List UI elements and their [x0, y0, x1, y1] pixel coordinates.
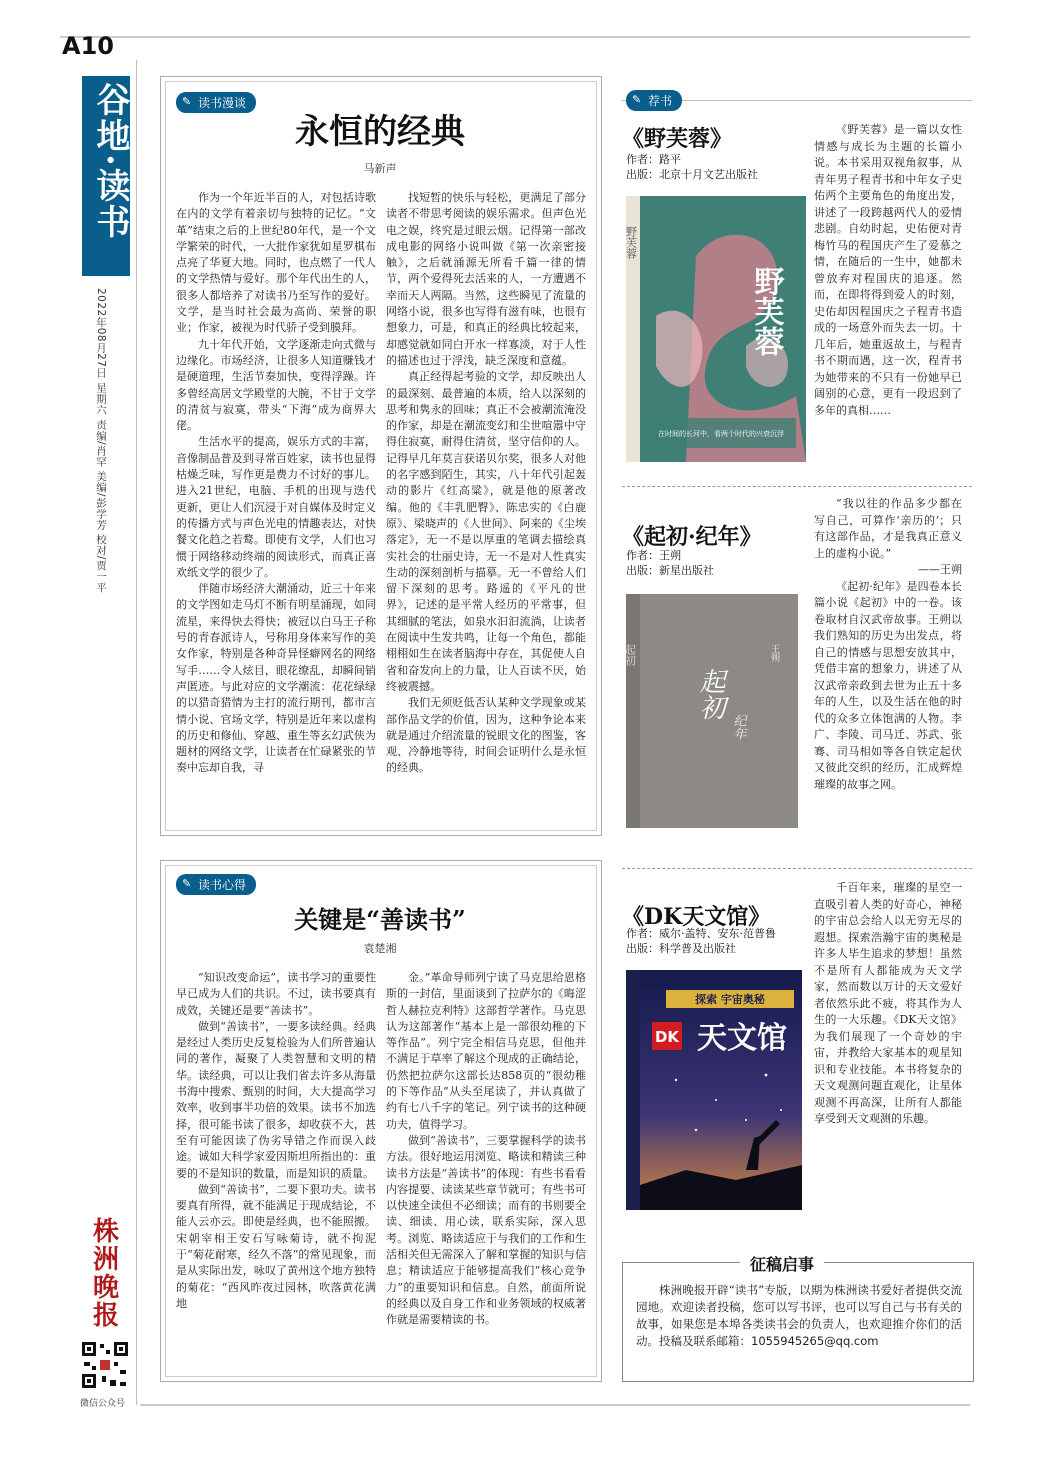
article1-left-column: [176, 190, 376, 820]
svg-text:报: 报: [92, 1301, 120, 1331]
article2-author: 袁楚湘: [363, 942, 397, 955]
notice-title: 征稿启事: [740, 1252, 824, 1275]
book1-cover-caption: 在时间的长河中，看两个时代的兴衰沉浮: [658, 430, 784, 438]
article2-paragraph: 做到“善读书”，二要下狠功夫。读书要真有所得，就不能满足于现成结论，不能人云亦云。即使是经典，也不能照搬。宋朝宰相王安石写咏菊诗，就不拘泥于“菊花耐寒，经久不落”的常见现象，而是从实际出发，咏叹了黄州这个地方独特的菊花：“西风昨夜过园林，吹落黄花满地: [176, 1182, 376, 1310]
book1-title: 《野芙蓉》: [622, 126, 733, 152]
page-number: A10: [62, 32, 114, 60]
article2-right-column: [386, 970, 586, 1370]
book1-publisher: 出版：北京十月文艺出版社: [626, 168, 758, 181]
bottom-rule: [140, 1404, 970, 1406]
article2-left-column: [176, 970, 376, 1370]
section-title: 谷地·读书: [90, 82, 130, 240]
book1-blurb: [814, 122, 962, 419]
article1-title: 永恒的经典: [295, 112, 465, 152]
book1-paragraph: 《野芙蓉》是一篇以女性情感与成长为主题的长篇小说。本书采用双视角叙事，从青年男子程青书和中年女子史佑两个主要角色的角度出发，讲述了一段跨越两代人的爱情悲剧。自幼时起，史佑便对青梅竹马的程国庆产生了爱慕之情，在随后的一生中，她都未曾放弃对程国庆的追逐。然而，在即将得到爱人的时刻，史佑却因程国庆之子程青书造成的一场意外而失去一切。十几年后，她重返故土，与程青书不期而遇，这一次，程青书为她带来的不只有一份她早已阔别的心意，更有一段迟到了多年的真相……: [814, 123, 962, 417]
article1-paragraph: 真正经得起考验的文学，却反映出人的最深刻、最普遍的本质，给人以深刻的思考和隽永的回味；真正不会被潮流淹没的作家，却是在潮流变幻和尘世喧嚣中守得住寂寞，耐得住清贫，坚守信仰的人。记得早几年莫言获诺贝尔奖，很多人对他的名字感到陌生，其实，八十年代引起轰动的影片《红高粱》，就是他的原著改编。他的《丰乳肥臀》、陈忠实的《白鹿原》、梁晓声的《人世间》、阿来的《尘埃落定》，无一不是以厚重的笔调去描绘真实社会的壮丽史诗，无一不是对人性真实生动的深刻剖析与描摹。无一不曾给人们留下深刻的思考。路遥的《平凡的世界》，记述的是平常人经历的平常事，但其细腻的笔法，如泉水汩汩流淌，让读者在阅读中生发共鸣，让每一个角色，都能栩栩如生在读者脑海中存在，其促使人自省和奋发向上的力量，让人百读不厌，始终被震撼。: [386, 370, 586, 693]
article2-title: 关键是“善读书”: [294, 905, 466, 934]
dateline: 2022年08月27日 星期六 责编/肖罕 美编/彭学芳 校对/贾一平: [95, 288, 107, 593]
recommend-tag-label: 荐书: [648, 94, 673, 108]
book2-signature: ——王朔: [918, 563, 962, 576]
article1-paragraph: 作为一个年近半百的人，对包括诗歌在内的文学有着亲切与独特的记忆。“文革”结束之后的上世纪80年代，是一个文学繁荣的时代，一大批作家犹如星罗棋布点亮了华夏大地。同时，也点燃了一代人的文学热情与爱好。那个年代出生的人，很多人都培养了对读书乃至写作的爱好。文学，是当时社会最为高尚、荣誉的职业；作家，被视为时代骄子受到膜拜。: [176, 191, 376, 335]
book1-author: 作者：路平: [626, 153, 681, 166]
paper-logo: [82, 1210, 130, 1330]
book2-paragraph: “我以往的作品多少都在写自己，可算作‘亲历的’；只有这部作品，才是我真正意义上的虚构小说。”: [814, 497, 962, 560]
book3-cover-brand: DK: [654, 1028, 680, 1046]
article1-paragraph: 找短暂的快乐与轻松，更满足了部分读者不带思考阅读的娱乐需求。但声色光电之娱，终究是过眼云烟。记得第一部改成电影的网络小说叫做《第一次亲密接触》，之后就涌源无所看千篇一律的情节，两个爱得死去活来的人，一方遭遇不幸而天人两隔。当然，这些瞬见了流量的网络小说，很多也写得有滋有味，也很有想象力，可是，和真正的经典比较起来，却感觉就如同白开水一样寡淡，对于人性的描述也过于浮浅，缺乏深度和意蕴。: [386, 191, 586, 367]
section-banner: [82, 76, 130, 276]
article2-paragraph: 做到“善读书”，三要掌握科学的读书方法。很好地运用浏览、略读和精读三种读书方法是“善读书”的体现：有些书看看内容提要、读读某些章节就可；有些书可以快速全读但不必细读；而有的书则要全读、细读、用心读，联系实际，深入思考。浏览、略读适应于与我们的工作和生活相关但无需深入了解和掌握的知识与信息；精读适应于能够提高我们“核心竞争力”的重要知识和信息。自然，前面所说的经典以及自身工作和业务领域的权威著作就是需要精读的书。: [386, 1133, 586, 1327]
article1-tag-label: 读书漫谈: [198, 96, 247, 110]
book2-blurb: [814, 496, 962, 793]
book3-cover-banner: 探索 宇宙奥秘: [695, 993, 765, 1006]
book2-publisher: 出版：新星出版社: [626, 564, 714, 577]
book1-cover-spine: 野芙蓉: [624, 226, 638, 259]
book1-cover: [626, 196, 806, 462]
top-rule: [60, 36, 970, 38]
separator-1: [622, 486, 972, 487]
book3-paragraph: 千百年来，璀璨的星空一直吸引着人类的好奇心，神秘的宇宙总会给人以无穷无尽的遐想。探索浩瀚宇宙的奥秘是许多人毕生追求的梦想！虽然不是所有人都能成为天文学家，然而数以万计的天文爱好者依然乐此不疲，将其作为人生的一大乐趣。《DK天文馆》为我们展现了一个奇妙的宇宙，并教给大家基本的观星知识和专业技能。本书将复杂的天文观测问题直观化，让星体观测不再高深，让所有人都能享受到天文观测的乐趣。: [814, 881, 962, 1125]
pen-icon: ✎: [182, 877, 192, 890]
book1-meta: [626, 152, 758, 182]
book2-cover-spine: 起初: [623, 644, 637, 666]
book2-cover-author: 王朔: [769, 644, 779, 662]
article1-paragraph: 伴随市场经济大潮涌动，近三十年来的文学图如走马灯不断有明星涌现，如同流星，来得快去得快；被冠以白马王子称号的青春派诗人，号称用身体来写作的美女作家，特别是各种奇异怪癖网名的网络写手……令人炫目，眼花缭乱，却瞬间销声匿迹。与此对应的文学潮流：花花绿绿的以猎奇猎情为主打的流行期刊，都市言情小说、官场文学，特别是近年来以虚构的历史和修仙、穿越、重生等玄幻武侠为题材的网络文学，让读者在忙碌紧张的节奏中忘却自我，寻: [176, 582, 376, 775]
svg-text:株: 株: [92, 1217, 120, 1247]
article1-right-column: [386, 190, 586, 820]
book3-publisher: 出版：科学普及出版社: [626, 942, 736, 955]
article2-tag-label: 读书心得: [198, 878, 247, 892]
article1-paragraph: 九十年代开始，文学逐渐走向式微与边缘化。市场经济，让很多人知道赚钱才是硬道理，生活节奏加快，变得浮躁。许多曾经高居文学殿堂的大腕，不甘于文学的清贫与寂寞，带头“下海”成为商界大佬。: [176, 337, 376, 433]
book2-cover-title: 起初: [695, 668, 725, 720]
recommend-tag: [626, 90, 682, 111]
qr-label: 微信公众号: [80, 1399, 126, 1409]
article1-paragraph: 生活水平的提高，娱乐方式的丰富，音像制品普及到寻常百姓家，读书也显得枯燥乏味，写作更是费力不讨好的事儿。进入21世纪，电脑、手机的出现与迭代更新，更让人们沉浸于对自媒体及时定义的传播方式与声色光电的情趣表达，对快餐文化趋之若鹜。即使有文学，人们也习惯于网络移动终端的阅读形式，而真正喜欢纸文学的很少了。: [176, 435, 376, 579]
article2-tag: [176, 874, 256, 895]
article1-paragraph: 我们无须贬低否认某种文学现象或某部作品文学的价值，因为，这种争论本来就是通过介绍流量的锐眼文化的图鉴，客观、冷静地等待，时间会证明什么是永恒的经典。: [386, 696, 586, 775]
book3-cover: [626, 970, 802, 1210]
book2-cover-sub: 纪年: [730, 714, 746, 740]
book3-title: 《DK天文馆》: [622, 904, 771, 930]
svg-text:晚: 晚: [92, 1273, 120, 1303]
pen-icon: ✎: [182, 95, 192, 108]
article2-paragraph: “知识改变命运”，读书学习的重要性早已成为人们的共识。不过，读书要真有成效，关键还是要“善读书”。: [176, 971, 376, 1017]
book2-cover: [623, 594, 798, 828]
book2-title: 《起初·纪年》: [622, 524, 762, 550]
article2-paragraph: 做到“善读书”，一要多读经典。经典是经过人类历史反复检验为人们所普遍认同的著作，凝聚了人类智慧和文明的精华。读经典，可以让我们省去许多从海量书海中搜索、甄别的时间，大大提高学习效率，收到事半功倍的效果。读书不加选择，很可能书读了很多，却收获不大，甚至有可能因读了伪劣导错之作而误入歧途。诚如大科学家爱因斯坦所指出的：重要的不是知识的数量，而是知识的质量。: [176, 1019, 376, 1180]
book2-meta: [626, 548, 714, 578]
notice-body: 株洲晚报开辟“读书”专版，以期为株洲读书爱好者提供交流园地。欢迎读者投稿，您可以写书评，也可以写自己与书有关的故事，如果您是本埠各类读书会的负责人，也欢迎推介你们的活动。投稿及联系邮箱：1055945265@qq.com: [636, 1283, 962, 1348]
book3-cover-title: 天文馆: [697, 1021, 787, 1056]
article1-author: 马新声: [363, 162, 397, 175]
separator-2: [622, 868, 972, 869]
left-column-rule: [136, 60, 137, 1405]
qr-code: [80, 1340, 130, 1390]
book2-paragraph: 《起初·纪年》是四卷本长篇小说《起初》中的一卷。该卷取材自汉武帝故事。王朔以我们熟知的历史为出发点，将自己的情感与思想安放其中，凭借丰富的想象力，讲述了从汉武帝亲政到去世为止五十多年的人生，以及生活在他的时代的众多立体饱满的人物。李广、李陵、司马迁、苏武、张骞、司马相如等各自铁定起伏又彼此交织的经历，汇成辉煌璀璨的故事之网。: [814, 579, 962, 791]
book3-blurb: [814, 880, 962, 1128]
book3-author: 作者：威尔·盖特、安东·范普鲁: [626, 927, 776, 940]
pen-icon: ✎: [632, 93, 642, 106]
svg-text:洲: 洲: [92, 1245, 120, 1275]
book1-cover-title: 野芙蓉: [748, 266, 784, 356]
article2-paragraph: 金。”革命导师列宁读了马克思给恩格斯的一封信，里面谈到了拉萨尔的《晦涩哲人赫拉克利特》这部哲学著作。马克思认为这部著作“基本上是一部很幼稚的下等作品”。列宁完全相信马克思，但他并不满足于草率了解这个现成的正确结论，仍然把拉萨尔这部长达858页的“很幼稚的下等作品”从头至尾读了，并认真做了约有七八千字的笔记。列宁读书的这种硬功夫，值得学习。: [386, 971, 586, 1131]
book3-meta: [626, 926, 776, 956]
book2-author: 作者：王朔: [626, 549, 681, 562]
